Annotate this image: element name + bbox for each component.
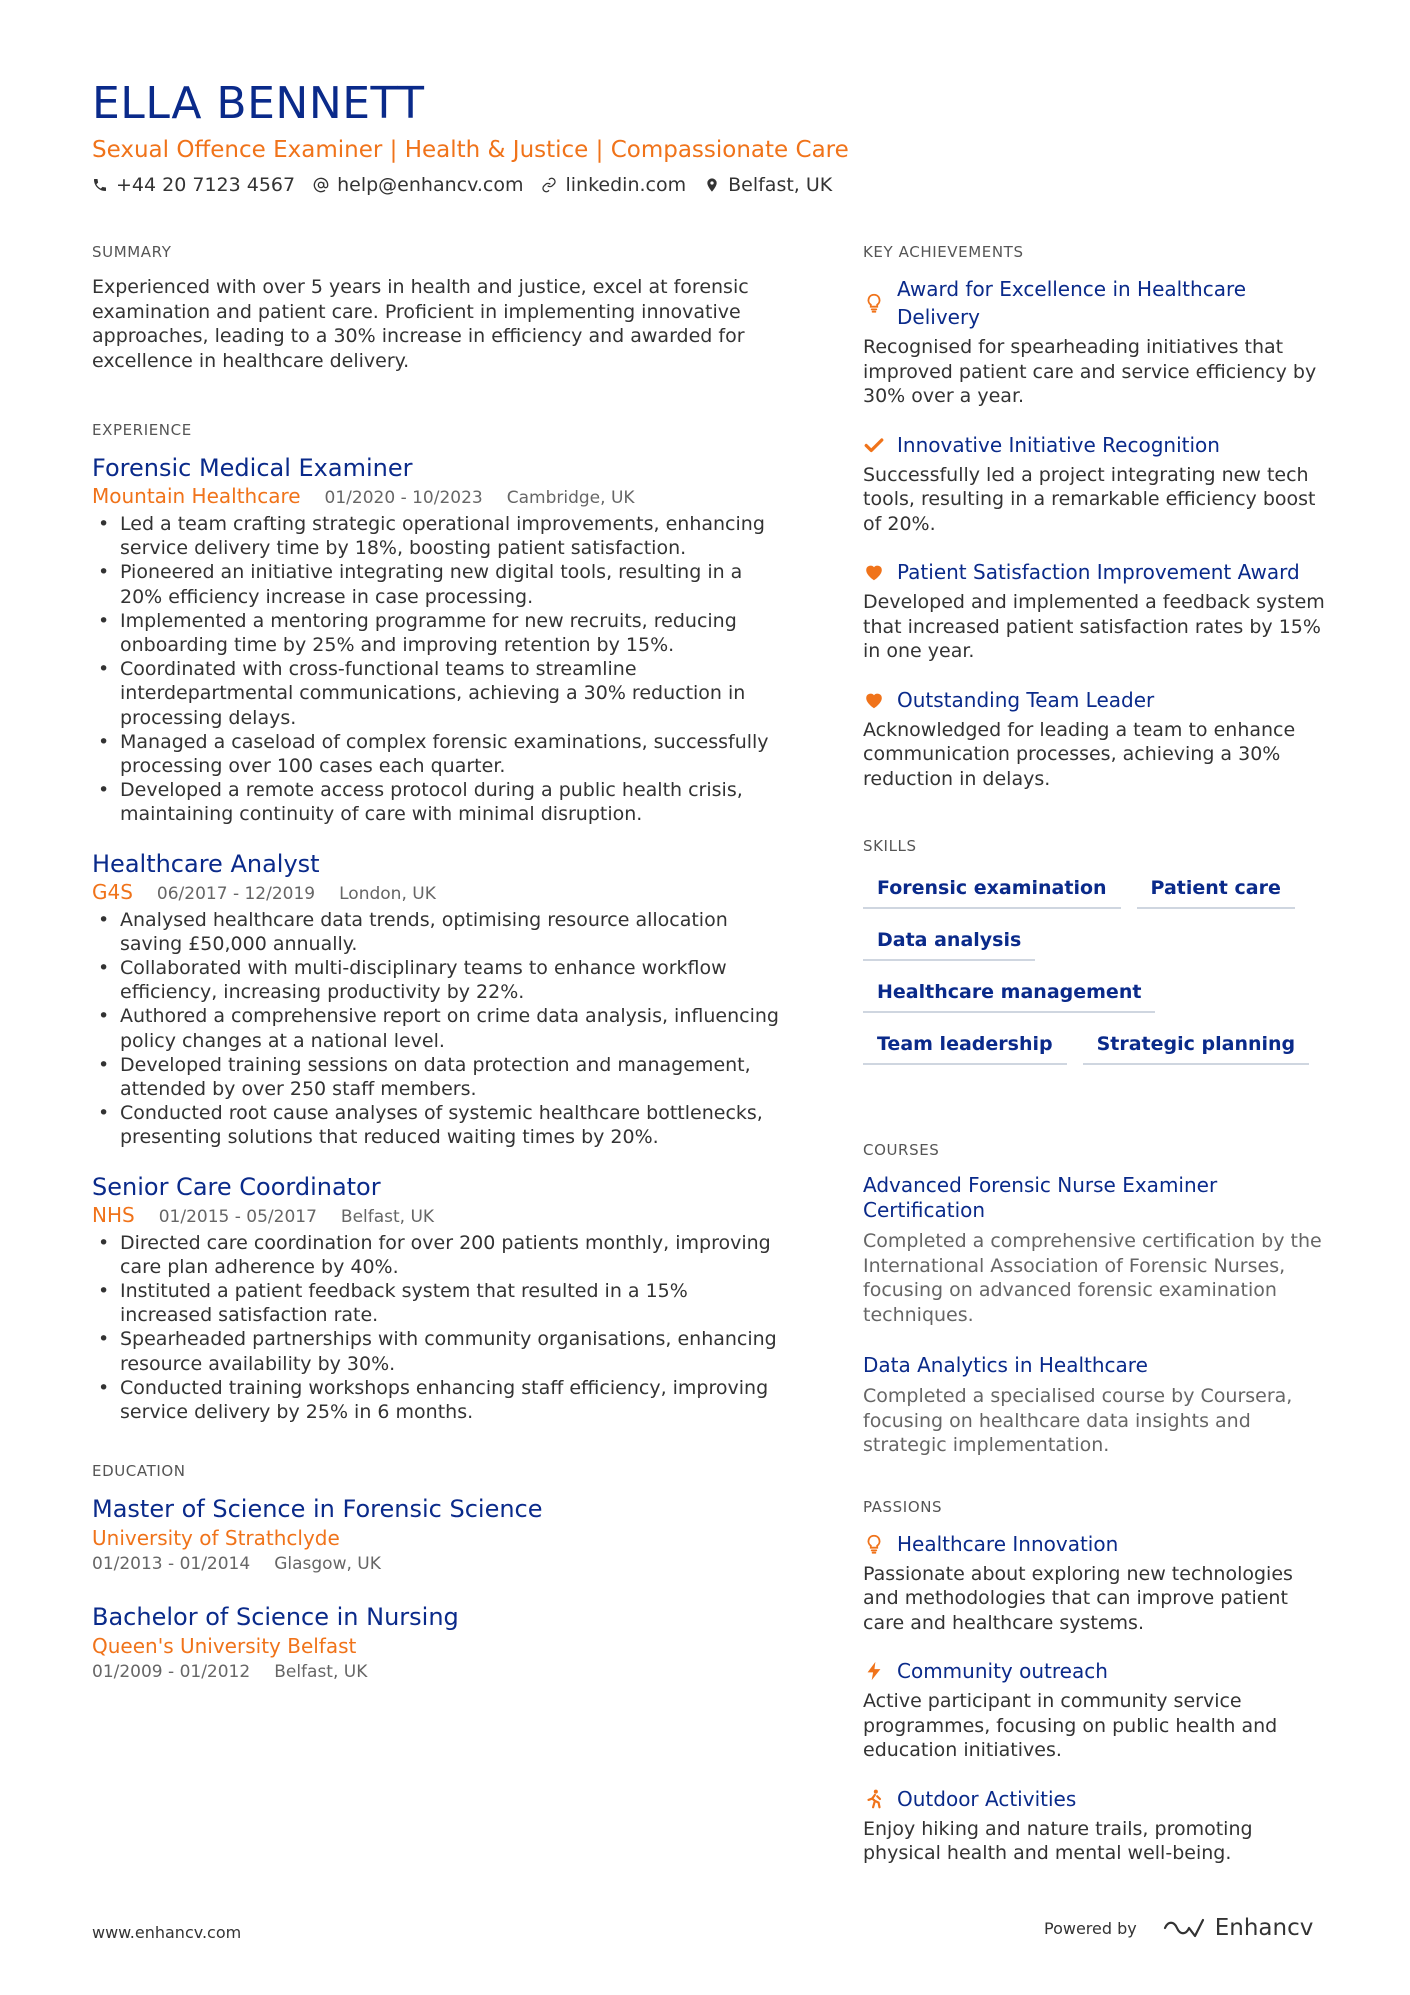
job-entry bbox=[92, 453, 782, 827]
skills-list bbox=[863, 869, 1333, 1065]
lightning-icon bbox=[863, 1660, 885, 1682]
bullet-item: • Pioneered an initiative integrating new digital tools, resulting in a 20% efficiency increase in case processing. bbox=[92, 560, 782, 608]
education-section bbox=[92, 1462, 782, 1684]
bullet-item: • Coordinated with cross-functional teams to streamline interdepartmental communications, achieving a 30% reduction in processing delays. bbox=[92, 657, 782, 730]
footer-branding bbox=[1044, 1915, 1313, 1941]
lightbulb-icon bbox=[863, 292, 885, 314]
passions-section bbox=[863, 1498, 1333, 1866]
achievements-section bbox=[863, 243, 1333, 791]
company-name: G4S bbox=[92, 879, 133, 904]
passion-description: Enjoy hiking and nature trails, promoting physical health and mental well-being. bbox=[863, 1817, 1253, 1864]
company-name: Mountain Healthcare bbox=[92, 484, 301, 508]
bullet-item: • Implemented a mentoring programme for new recruits, reducing onboarding time by 25% and improving retention by 15%. bbox=[92, 609, 782, 657]
skill-tag: Patient care bbox=[1137, 869, 1295, 909]
job-location: London, UK bbox=[339, 883, 436, 904]
bullet-item: • Developed a remote access protocol during a public health crisis, maintaining continuity of care with minimal disruption. bbox=[92, 778, 782, 826]
contact-bar bbox=[92, 174, 832, 196]
education-dates: 01/2009 - 01/2012 bbox=[92, 1662, 251, 1683]
achievement-description: Successfully led a project integrating new tech tools, resulting in a remarkable efficiency boost of 20%. bbox=[863, 463, 1316, 535]
courses-heading: COURSES bbox=[863, 1141, 940, 1159]
bullet-item: • Spearheaded partnerships with community organisations, enhancing resource availability by 30%. bbox=[92, 1327, 782, 1375]
passion-description: Passionate about exploring new technologies and methodologies that can improve patient care and healthcare systems. bbox=[863, 1562, 1293, 1634]
job-entry bbox=[92, 1172, 782, 1425]
achievement-item bbox=[863, 686, 1333, 792]
tagline: Sexual Offence Examiner | Health & Justice | Compassionate Care bbox=[92, 137, 849, 163]
location-pin-icon bbox=[704, 177, 720, 193]
passion-item bbox=[863, 1530, 1333, 1636]
passion-title: Healthcare Innovation bbox=[897, 1531, 1119, 1556]
education-entry bbox=[92, 1602, 782, 1684]
skills-section bbox=[863, 837, 1333, 1065]
bullet-item: • Analysed healthcare data trends, optimising resource allocation saving £50,000 annually. bbox=[92, 908, 782, 956]
company-name: NHS bbox=[92, 1202, 135, 1227]
job-title: Senior Care Coordinator bbox=[92, 1172, 381, 1201]
brand-name: Enhancv bbox=[1214, 1915, 1314, 1941]
job-meta bbox=[92, 880, 782, 904]
skill-tag: Healthcare management bbox=[863, 973, 1155, 1013]
left-column bbox=[92, 243, 782, 1710]
course-description: Completed a specialised course by Coursera, focusing on healthcare data insights and strategic implementation. bbox=[863, 1385, 1293, 1456]
job-location: Belfast, UK bbox=[340, 1206, 435, 1227]
job-meta bbox=[92, 1203, 782, 1227]
phone-text: +44 20 7123 4567 bbox=[116, 174, 296, 196]
skill-tag: Data analysis bbox=[863, 921, 1035, 961]
location-text: Belfast, UK bbox=[728, 174, 833, 196]
degree-title: Bachelor of Science in Nursing bbox=[92, 1603, 459, 1632]
course-description: Completed a comprehensive certification by the International Association of Forensic Nurses, focusing on advanced forensic examination techniques. bbox=[863, 1230, 1322, 1326]
passion-title: Outdoor Activities bbox=[897, 1786, 1077, 1811]
skill-tag: Forensic examination bbox=[863, 869, 1121, 909]
brand-logo[interactable] bbox=[1161, 1915, 1314, 1941]
job-entry bbox=[92, 849, 782, 1150]
job-title: Forensic Medical Examiner bbox=[92, 454, 413, 482]
summary-section bbox=[92, 243, 782, 373]
heart-icon bbox=[863, 561, 885, 583]
passion-item bbox=[863, 1657, 1333, 1763]
job-dates: 06/2017 - 12/2019 bbox=[156, 883, 316, 904]
bullet-item: • Directed care coordination for over 200 patients monthly, improving care plan adherence by 40%. bbox=[92, 1231, 782, 1279]
passion-description: Active participant in community service programmes, focusing on public health and education initiatives. bbox=[863, 1690, 1278, 1761]
experience-section bbox=[92, 421, 782, 1424]
phone-icon bbox=[92, 177, 108, 193]
bullet-item: • Conducted training workshops enhancing staff efficiency, improving service delivery by 25% in 6 months. bbox=[92, 1376, 782, 1424]
achievement-description: Developed and implemented a feedback system that increased patient satisfaction rates by 15% in one year. bbox=[863, 591, 1325, 662]
powered-by-label: Powered by bbox=[1044, 1918, 1137, 1938]
achievement-description: Recognised for spearheading initiatives that improved patient care and service efficiency by 30% over a year. bbox=[863, 336, 1317, 407]
skill-tag: Strategic planning bbox=[1083, 1025, 1310, 1065]
bullet-item: • Instituted a patient feedback system that resulted in a 15% increased satisfaction rate. bbox=[92, 1279, 782, 1327]
education-heading: EDUCATION bbox=[92, 1462, 186, 1481]
footer-website[interactable]: www.enhancv.com bbox=[92, 1923, 242, 1942]
achievement-item bbox=[863, 275, 1333, 409]
passions-heading: PASSIONS bbox=[863, 1497, 943, 1516]
bullet-item: • Authored a comprehensive report on crime data analysis, influencing policy changes at a national level. bbox=[92, 1004, 782, 1052]
linkedin-text[interactable]: linkedin.com bbox=[565, 174, 687, 196]
bullet-item: • Collaborated with multi-disciplinary teams to enhance workflow efficiency, increasing productivity by 22%. bbox=[92, 956, 782, 1004]
education-meta bbox=[92, 1552, 782, 1576]
achievement-item bbox=[863, 558, 1333, 664]
contact-email[interactable] bbox=[313, 174, 523, 196]
achievements-heading: KEY ACHIEVEMENTS bbox=[863, 243, 1024, 261]
summary-heading: SUMMARY bbox=[92, 243, 172, 261]
candidate-name: ELLA BENNETT bbox=[92, 78, 425, 129]
achievement-title: Innovative Initiative Recognition bbox=[897, 432, 1220, 457]
skill-tag: Team leadership bbox=[863, 1025, 1067, 1065]
course-title: Data Analytics in Healthcare bbox=[863, 1353, 1148, 1377]
job-location: Cambridge, UK bbox=[506, 488, 635, 508]
email-text[interactable]: help@enhancv.com bbox=[337, 174, 524, 196]
job-dates: 01/2020 - 10/2023 bbox=[324, 488, 483, 508]
at-sign-icon bbox=[313, 177, 329, 193]
bullet-item: • Developed training sessions on data protection and management, attended by over 250 staff members. bbox=[92, 1053, 782, 1101]
lightbulb-icon bbox=[863, 1533, 885, 1555]
contact-location bbox=[704, 174, 832, 196]
experience-heading: EXPERIENCE bbox=[92, 421, 192, 439]
checkmark-icon bbox=[863, 434, 885, 456]
course-title: Advanced Forensic Nurse Examiner Certification bbox=[863, 1173, 1218, 1222]
right-column bbox=[863, 243, 1333, 1888]
courses-section bbox=[863, 1141, 1333, 1458]
contact-phone bbox=[92, 174, 295, 196]
degree-title: Master of Science in Forensic Science bbox=[92, 1495, 543, 1524]
education-location: Glasgow, UK bbox=[274, 1554, 381, 1575]
education-meta bbox=[92, 1660, 782, 1684]
job-bullets bbox=[92, 908, 782, 1150]
education-location: Belfast, UK bbox=[274, 1662, 368, 1683]
bullet-item: • Conducted root cause analyses of systemic healthcare bottlenecks, presenting solutions that reduced waiting times by 20%. bbox=[92, 1101, 782, 1149]
skills-heading: SKILLS bbox=[863, 837, 917, 855]
summary-text: Experienced with over 5 years in health and justice, excel at forensic examination and patient care. Proficient in implementing innovative approaches, leading to a 30% increase in efficiency and awarded for excellence in healthcare delivery. bbox=[92, 276, 749, 372]
passion-item bbox=[863, 1785, 1333, 1866]
job-bullets bbox=[92, 512, 782, 827]
enhancv-logo-icon bbox=[1161, 1916, 1207, 1940]
achievement-title: Patient Satisfaction Improvement Award bbox=[897, 560, 1300, 584]
achievement-description: Acknowledged for leading a team to enhance communication processes, achieving a 30% reduction in delays. bbox=[863, 718, 1296, 790]
achievement-title: Outstanding Team Leader bbox=[897, 687, 1155, 712]
hiking-icon bbox=[863, 1788, 885, 1810]
bullet-item: • Managed a caseload of complex forensic examinations, successfully processing over 100 cases each quarter. bbox=[92, 730, 782, 778]
course-item bbox=[863, 1173, 1333, 1327]
achievement-title: Award for Excellence in Healthcare Delivery bbox=[897, 277, 1247, 329]
achievement-item bbox=[863, 431, 1333, 537]
job-title: Healthcare Analyst bbox=[92, 849, 320, 878]
school-name: Queen's University Belfast bbox=[92, 1634, 357, 1659]
job-bullets bbox=[92, 1231, 782, 1425]
bullet-item: • Led a team crafting strategic operational improvements, enhancing service delivery time by 18%, boosting patient satisfaction. bbox=[92, 512, 782, 560]
school-name: University of Strathclyde bbox=[92, 1526, 340, 1551]
job-dates: 01/2015 - 05/2017 bbox=[158, 1206, 317, 1227]
contact-linkedin[interactable] bbox=[541, 174, 686, 196]
link-icon bbox=[541, 177, 557, 193]
job-meta bbox=[92, 484, 782, 508]
education-entry bbox=[92, 1494, 782, 1576]
passion-title: Community outreach bbox=[897, 1659, 1108, 1683]
education-dates: 01/2013 - 01/2014 bbox=[92, 1554, 251, 1575]
heart-icon bbox=[863, 689, 885, 711]
course-item bbox=[863, 1353, 1333, 1458]
